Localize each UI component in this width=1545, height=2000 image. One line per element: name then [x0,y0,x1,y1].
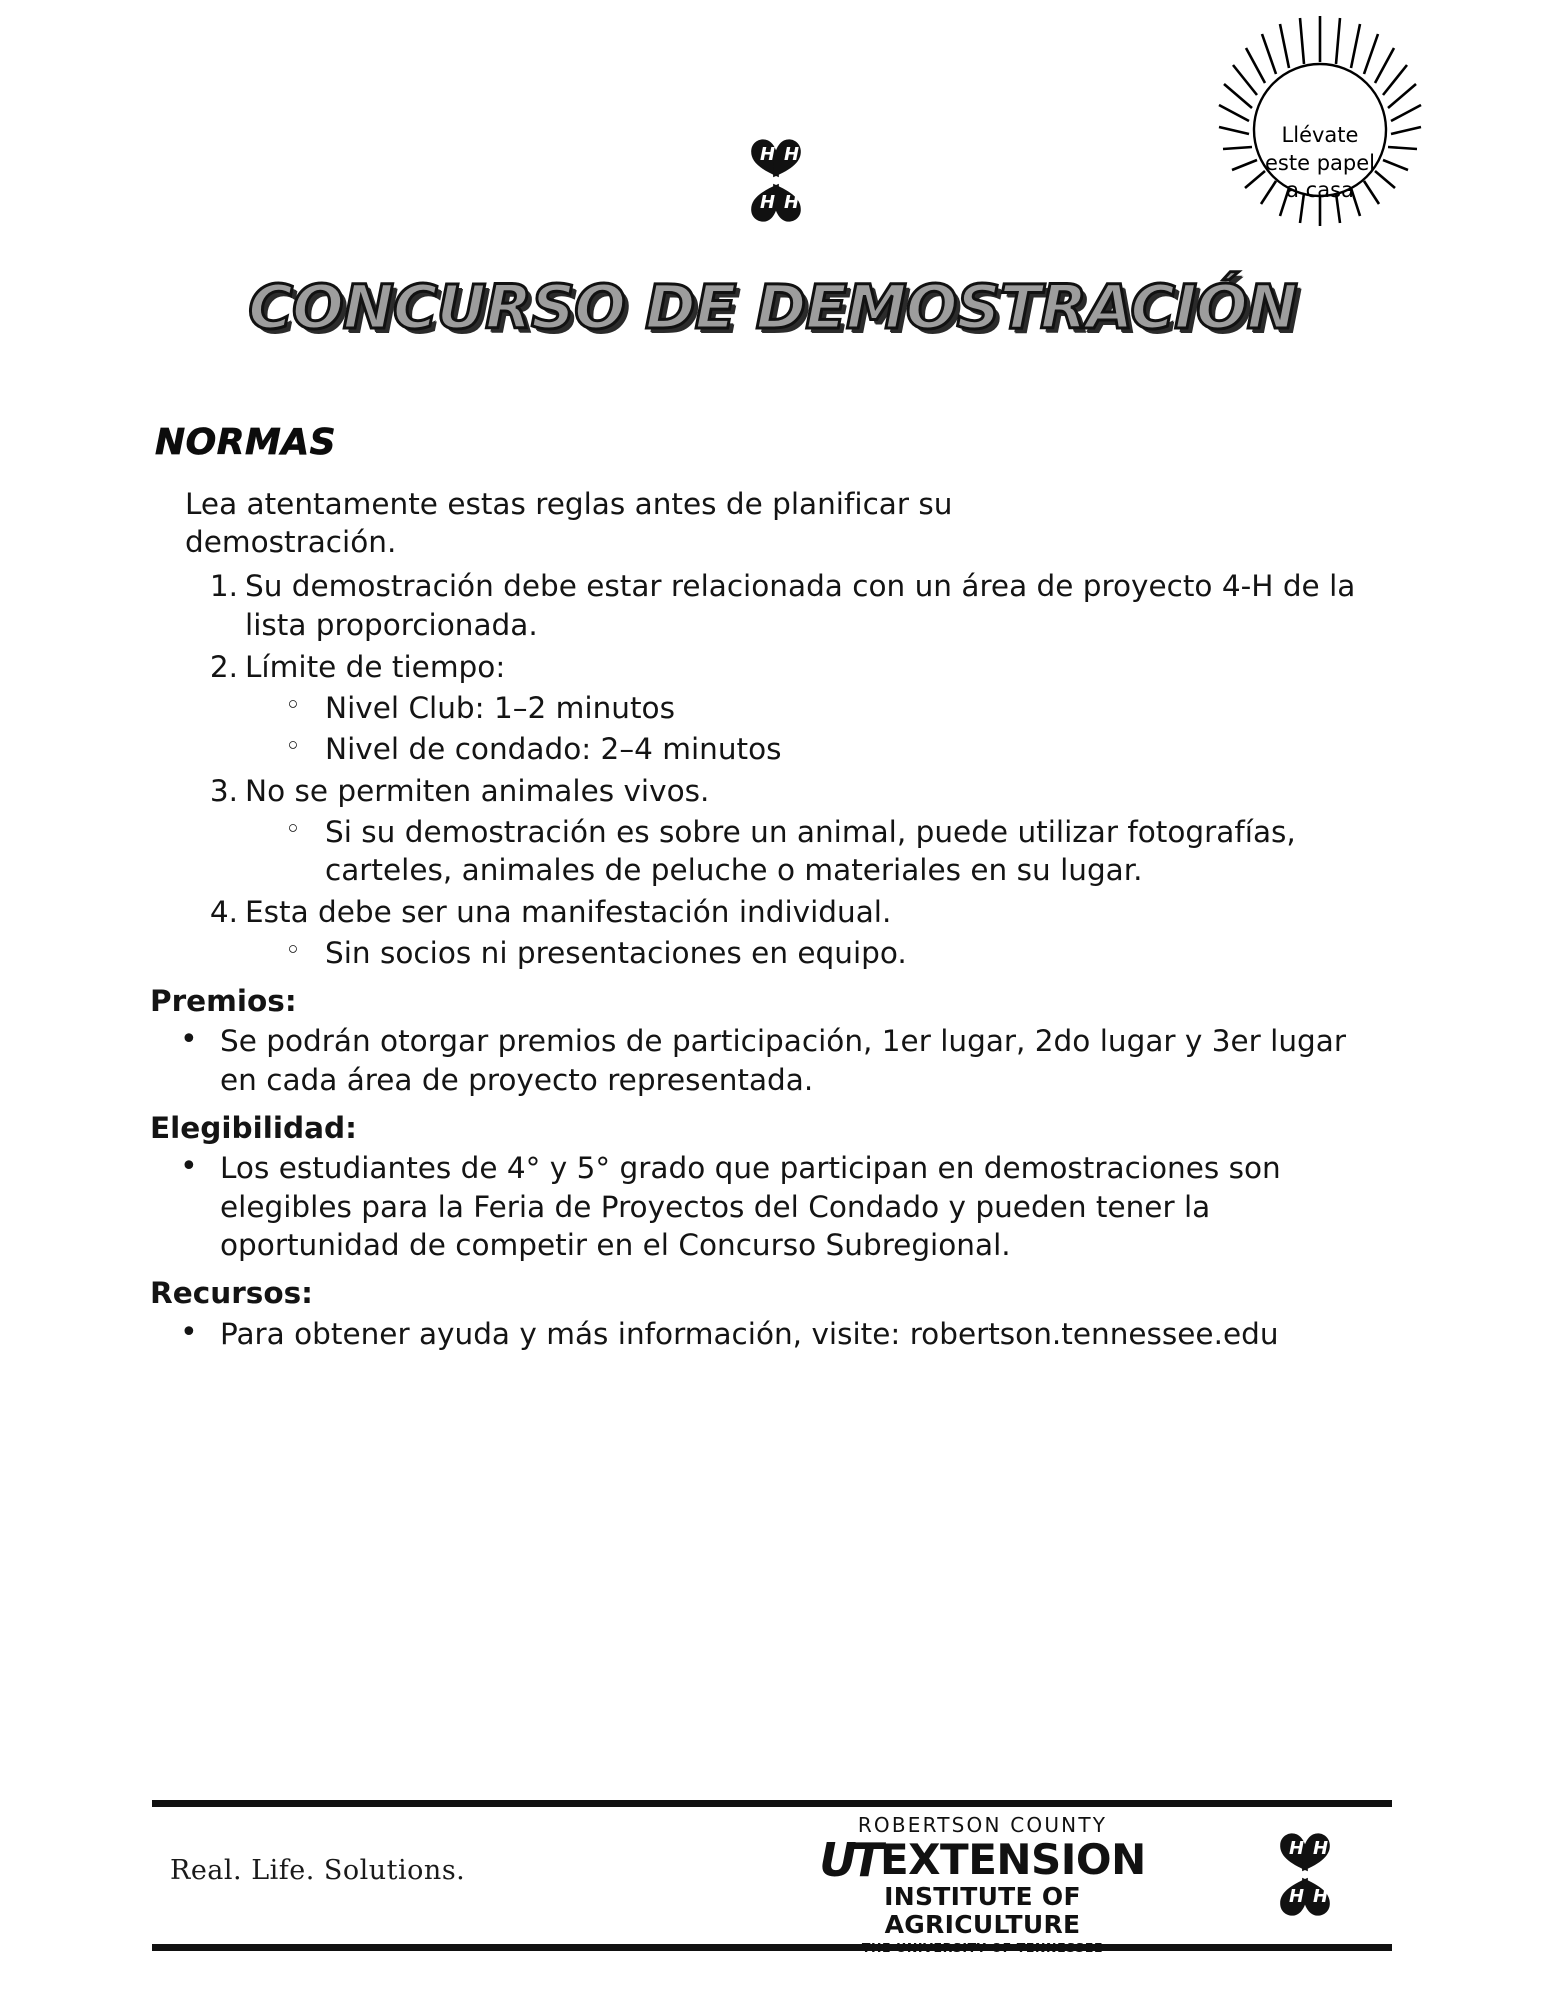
rule-text: Su demostración debe estar relacionada con un área de proyecto 4-H de la lista proporcionada. [245,569,1356,642]
lead-paragraph: Lea atentamente estas reglas antes de planificar su demostración. [185,486,953,560]
four-leaf-clover-icon [1245,1812,1365,1937]
ut-extension-logo [800,1815,1165,1955]
badge-line-1: Llévate [1281,123,1359,147]
svg-text:H: H [760,144,776,165]
recursos-list [150,1315,1400,1353]
subsection-heading-elegibilidad: Elegibilidad: [150,1110,357,1145]
premios-list [150,1022,1400,1099]
rule-subitem: ◦ Sin socios ni presentaciones en equipo. [245,934,1400,972]
svg-text:H: H [784,144,800,165]
svg-text:H: H [1313,1886,1329,1907]
rule-item [150,893,1400,972]
ut-extension-wordmark [800,1833,1165,1887]
rule-number: 3. [209,774,238,809]
rules-list [150,567,1400,971]
rule-subitem: ◦ Nivel de condado: 2–4 minutos [245,730,1400,768]
badge-line-3: a casa [1286,178,1354,203]
rule-sublist [245,689,1400,769]
rule-item [150,567,1400,644]
rule-subitem: ◦ Nivel Club: 1–2 minutos [245,689,1400,727]
rule-number: 1. [209,569,238,604]
ut-institute-label: INSTITUTE OF AGRICULTURE [884,1882,1081,1939]
svg-text:H: H [784,192,800,213]
rule-item [150,648,1400,768]
rule-sublist [245,813,1400,890]
take-home-badge-text [1205,122,1435,205]
ut-county-label: ROBERTSON COUNTY [857,1813,1108,1837]
ut-university-label: THE UNIVERSITY OF TENNESSEE [861,1940,1104,1955]
subsection-heading-premios: Premios: [150,983,297,1018]
svg-text:H: H [1289,1838,1305,1859]
ut-monogram: UT [819,1833,878,1887]
footer-divider-top [152,1800,1392,1807]
ut-extension-text: EXTENSION [879,1835,1146,1884]
list-item: • Los estudiantes de 4° y 5° grado que participan en demostraciones son elegibles para la Feria de Proyectos del Condado y pueden tener la oportunidad de competir en el Concurso Subregional. [150,1149,1370,1264]
list-item: • Se podrán otorgar premios de participación, 1er lugar, 2do lugar y 3er lugar en cada área de proyecto representada. [150,1022,1370,1099]
list-item: • Para obtener ayuda y más información, visite: robertson.tennessee.edu [150,1315,1370,1353]
rule-text: No se permiten animales vivos. [245,774,710,809]
four-leaf-clover-icon [716,128,836,233]
rule-number: 4. [209,895,238,930]
section-heading-normas: NORMAS [155,422,337,463]
svg-text:H: H [1313,1838,1329,1859]
elegibilidad-list [150,1149,1400,1264]
badge-line-2: este papel [1265,150,1375,175]
rule-sublist [245,934,1400,972]
rule-text: Esta debe ser una manifestación individual. [245,895,892,930]
svg-text:H: H [1289,1886,1305,1907]
subsection-heading-recursos: Recursos: [150,1276,313,1311]
take-home-badge [1205,10,1435,245]
svg-text:H: H [760,192,776,213]
document-body [150,420,1400,1355]
footer-tagline: Real. Life. Solutions. [170,1855,466,1886]
page-title: CONCURSO DE DEMOSTRACIÓN [248,272,1297,343]
rule-number: 2. [209,650,238,685]
footer-divider-bottom [152,1944,1392,1951]
rule-item [150,772,1400,889]
rule-subitem: ◦ Si su demostración es sobre un animal, puede utilizar fotografías, carteles, animales de peluche o materiales en su lugar. [245,813,1400,890]
rule-text: Límite de tiempo: [245,650,506,685]
